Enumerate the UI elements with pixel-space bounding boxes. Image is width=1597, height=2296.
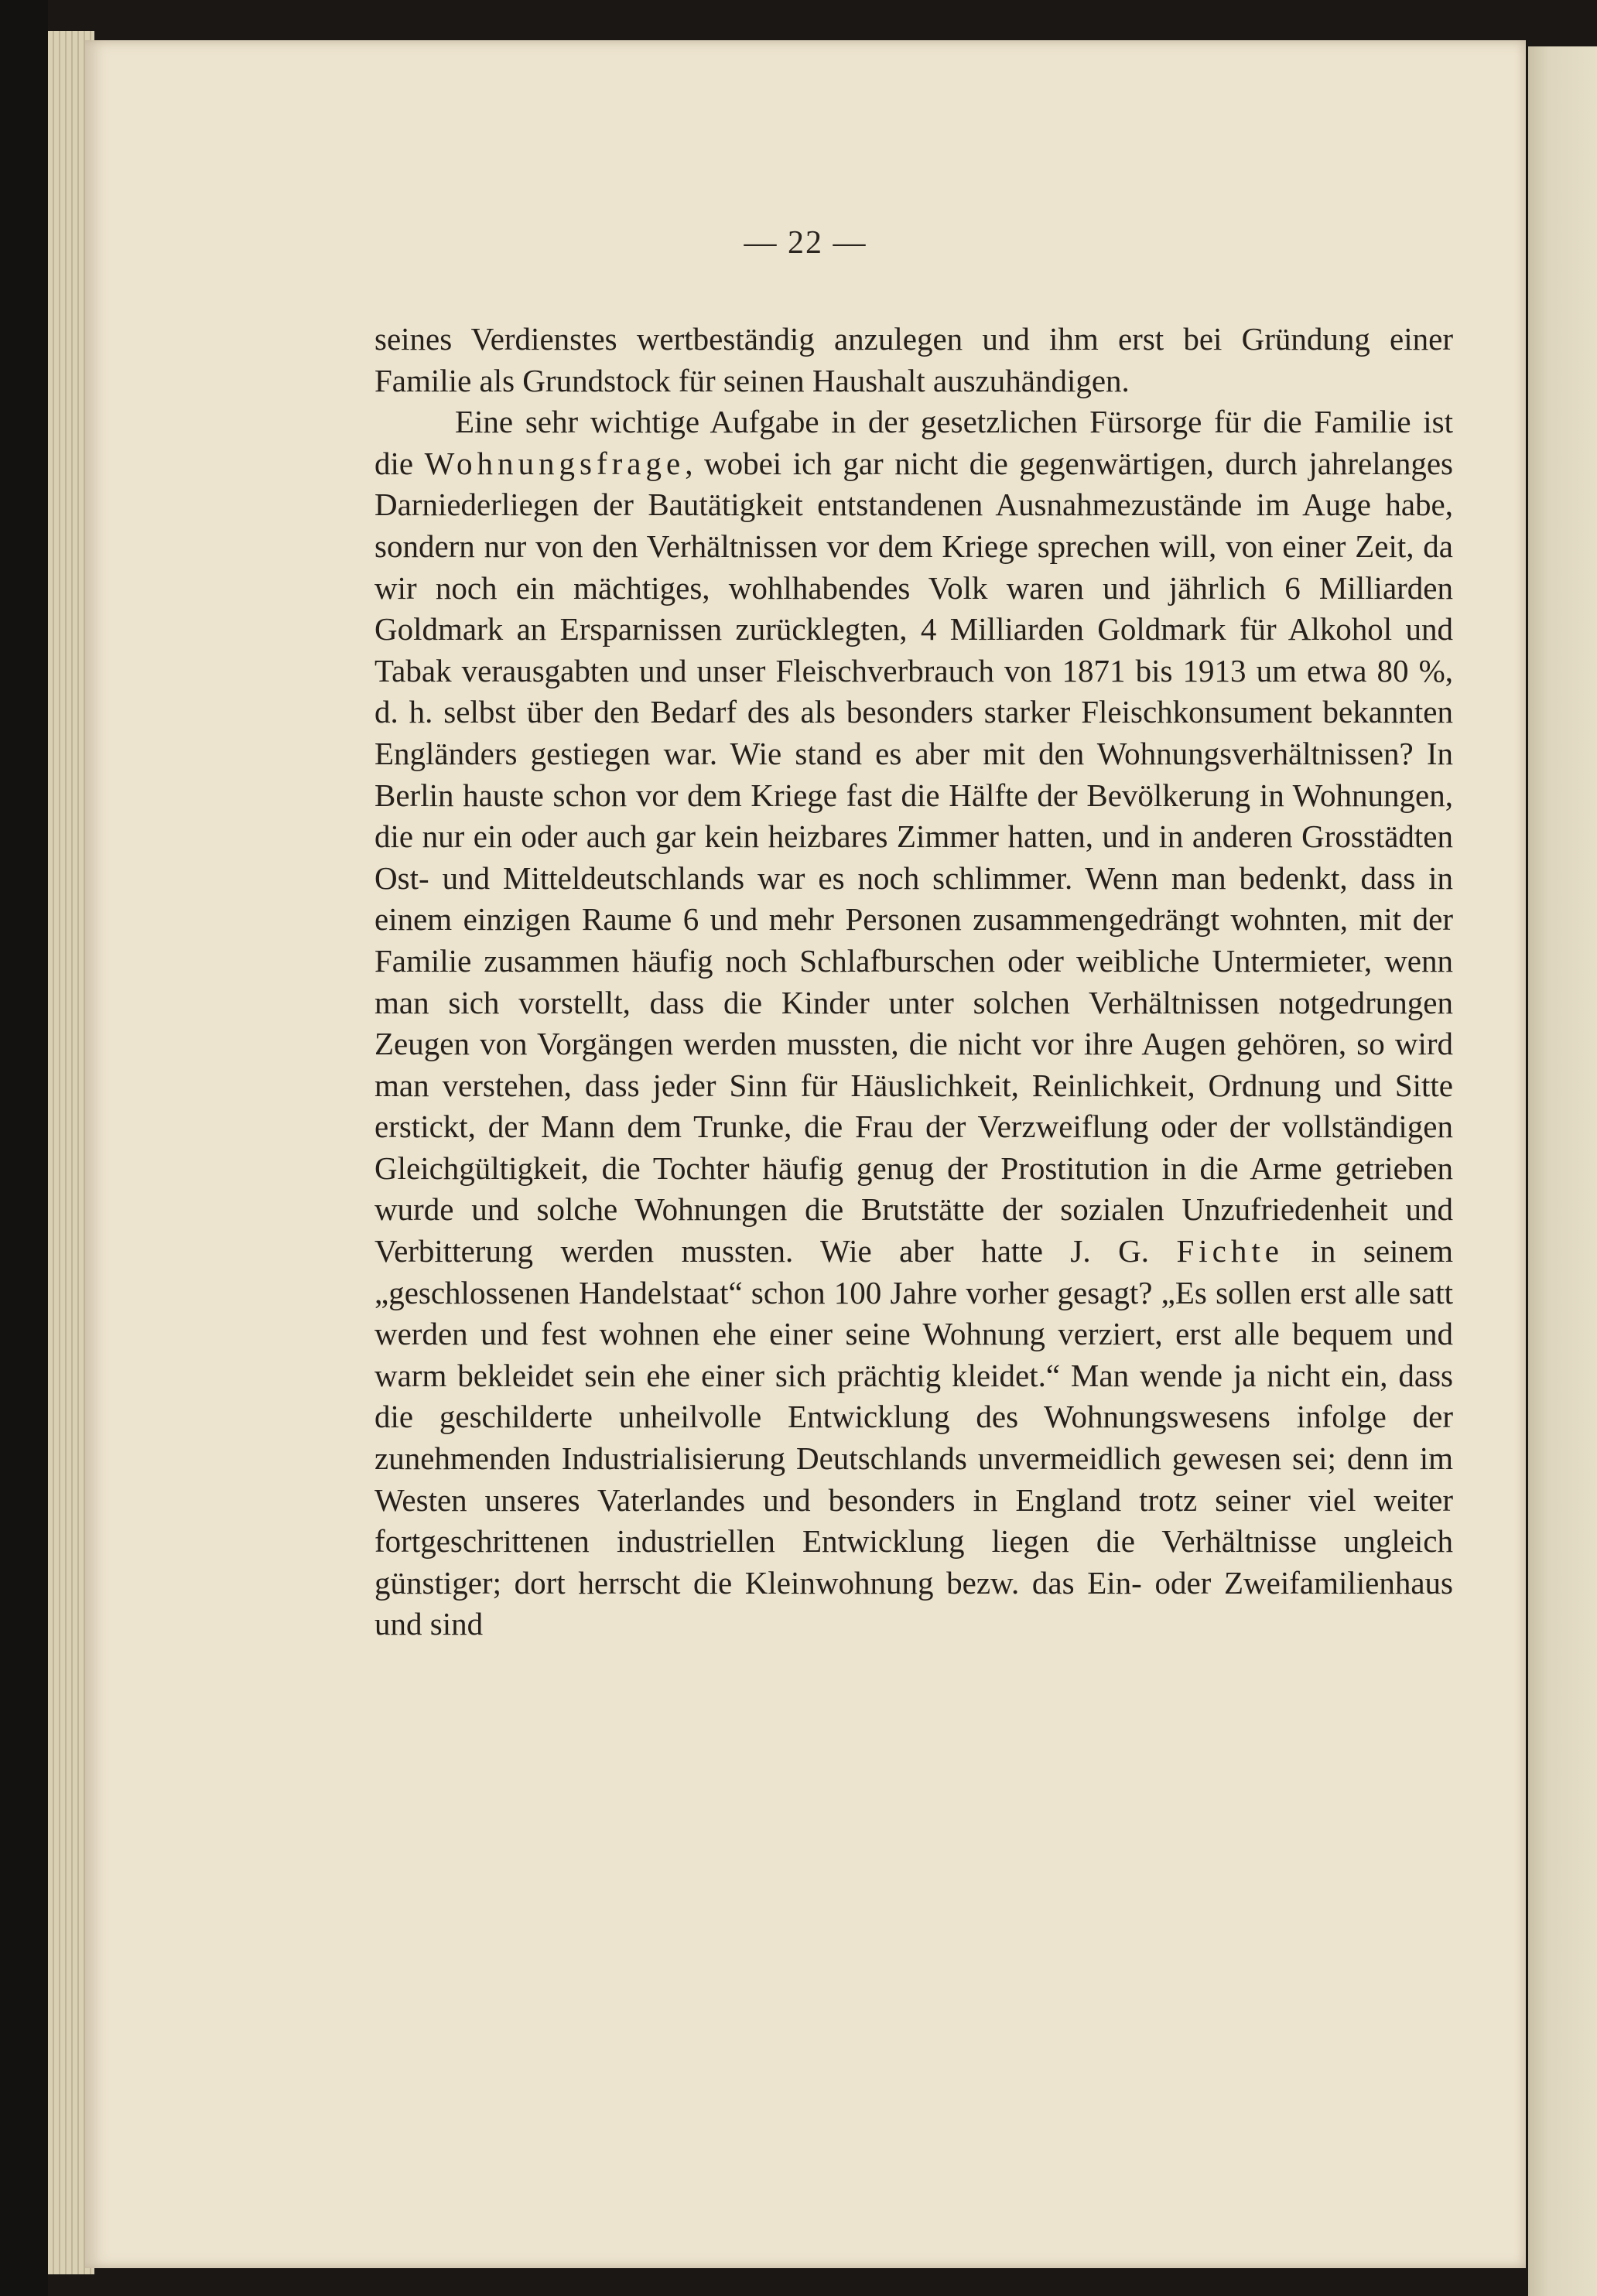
body-text (374, 319, 1453, 1645)
paragraph-1: seines Verdienstes wertbeständig anzulegen und ihm erst bei Gründung einer Familie als Grundstock für seinen Haushalt auszuhändigen. (374, 321, 1453, 398)
facing-page-edge (1528, 46, 1597, 2296)
paragraph-2 (374, 401, 1453, 1645)
paragraph-2-part-a: Eine sehr wichtige Aufgabe in der gesetzlichen Fürsorge für die Familie ist die (374, 404, 1453, 481)
emphasis-wohnungsfrage: Wohnungsfrage (424, 445, 686, 481)
paragraph-2-part-b: , wobei ich gar nicht die gegenwärtigen, durch jahrelanges Darniederliegen der Bautätigkeit entstandenen Ausnahmezustände im Auge habe, sondern nur von den Verhältnissen vor dem Kriege sprechen will, von einer Zeit, da wir noch ein mächtiges, wohlhabendes Volk waren und jährlich 6 Milliarden Goldmark an Ersparnissen zurücklegten, 4 Milliarden Goldmark für Alkohol und Tabak verausgabten und unser Fleischverbrauch von 1871 bis 1913 um etwa 80 %, d. h. selbst über den Bedarf des als besonders starker Fleischkonsument bekannten Engländers gestiegen war. Wie stand es aber mit den Wohnungsverhältnissen? In Berlin hauste schon vor dem Kriege fast die Hälfte der Bevölkerung in Wohnungen, die nur ein oder auch gar kein heizbares Zimmer hatten, und in anderen Grosstädten Ost- und Mitteldeutschlands war es noch schlimmer. Wenn man bedenkt, dass in einem einzigen Raume 6 und mehr Personen zusammengedrängt wohnten, mit der Familie zusammen häufig noch Schlafburschen oder weibliche Untermieter, wenn man sich vorstellt, dass die Kinder unter solchen Verhältnissen notgedrungen Zeugen von Vorgängen werden mussten, die nicht vor ihre Augen gehören, so wird man verstehen, dass jeder Sinn für Häuslichkeit, Reinlichkeit, Ordnung und Sitte erstickt, der Mann dem Trunke, die Frau der Verzweiflung oder der vollständigen Gleichgültigkeit, die Tochter häufig genug der Prostitution in die Arme getrieben wurde und solche Wohnungen die Brutstätte der sozialen Unzufriedenheit und Verbitterung werden mussten. Wie aber hatte J. G. (374, 445, 1454, 1269)
emphasis-fichte: Fichte (1176, 1233, 1284, 1269)
page-number: — 22 — (744, 225, 867, 261)
book-page (85, 40, 1526, 2268)
scan-edge (0, 0, 48, 2296)
paragraph-2-part-c: in seinem „geschlossenen Handelstaat“ schon 100 Jahre vorher gesagt? „Es sollen erst alle satt werden und fest wohnen ehe einer seine Wohnung verziert, erst alle bequem und warm bekleidet sein ehe einer sich prächtig kleidet.“ Man wende ja nicht ein, dass die geschilderte unheilvolle Entwicklung des Wohnungswesens infolge der zunehmenden Industrialisierung Deutschlands unvermeidlich gewesen sei; denn im Westen unseres Vaterlandes und besonders in England trotz seiner viel weiter fortgeschrittenen industriellen Entwicklung liegen die Verhältnisse ungleich günstiger; dort herrscht die Kleinwohnung bezw. das Ein- oder Zweifamilienhaus und sind (374, 1233, 1454, 1642)
